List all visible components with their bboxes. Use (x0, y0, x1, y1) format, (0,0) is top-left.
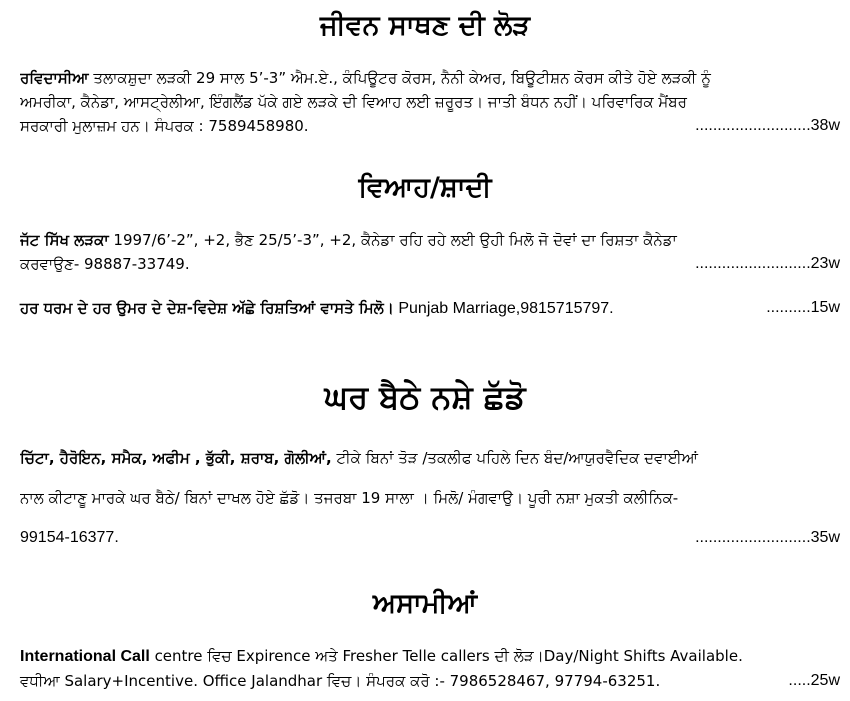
ad-lead: ਹਰ ਧਰਮ ਦੇ ਹਰ ਉਮਰ ਦੇ ਦੇਸ਼-ਵਿਦੇਸ਼ ਅੱਛੇ ਰਿਸ਼ਤਿਆਂ ਵਾਸਤੇ ਮਿਲੋ। (20, 299, 394, 317)
ad-code: .....25w (788, 672, 840, 689)
ad-call-centre (20, 644, 840, 693)
ad-text: ਵਧੀਆ Salary+Incentive. Office Jalandhar ਵਿਚ। ਸੰਪਰਕ ਕਰੋ :- 7986528467, 97794-63251. (20, 672, 661, 690)
ad-text: centre ਵਿਚ Expirence ਅਤੇ Fresher Telle callers ਦੀ ਲੋੜ।Day/Night Shifts Available. (149, 647, 743, 665)
section-title-life-partner: ਜੀਵਨ ਸਾਥਣ ਦੀ ਲੋੜ (319, 10, 531, 41)
ad-deaddiction (20, 438, 840, 558)
ad-text: ਕਰਵਾਉਣ- 98887-33749. (20, 255, 190, 273)
ad-jatt-sikh (20, 228, 840, 276)
ad-lead: International Call (20, 648, 150, 665)
ad-code: ..........15w (766, 299, 840, 316)
section-title-marriage: ਵਿਆਹ/ਸ਼ਾਦੀ (358, 172, 492, 203)
ad-ravidasia (20, 66, 840, 138)
ad-code: ..........................35w (695, 529, 840, 546)
ad-text: ਤਲਾਕਸ਼ੁਦਾ ਲੜਕੀ 29 ਸਾਲ 5’-3” ਐਮ.ਏ., ਕੰਪਿਊਟਰ ਕੋਰਸ, ਨੈਨੀ ਕੇਅਰ, ਬਿਊਟੀਸ਼ਨ ਕੋਰਸ ਕੀਤੇ ਹੋਏ ਲੜਕੀ ਨੂੰ (88, 69, 711, 87)
ad-lead: ਜੱਟ ਸਿੱਖ ਲੜਕਾ (20, 231, 109, 249)
ad-code: ..........................38w (695, 117, 840, 134)
ad-code: ..........................23w (695, 255, 840, 272)
ad-text: ਟੀਕੇ ਬਿਨਾਂ ਤੋੜ /ਤਕਲੀਫ ਪਹਿਲੇ ਦਿਨ ਬੰਦ/ਆਯੁਰਵੈਦਿਕ ਦਵਾਈਆਂ (331, 449, 699, 467)
section-title-vacancies: ਅਸਾਮੀਆਂ (372, 588, 478, 619)
ad-text: ਨਾਲ ਕੀਟਾਣੂ ਮਾਰਕੇ ਘਰ ਬੈਠੇ/ ਬਿਨਾਂ ਦਾਖਲ ਹੋਏ ਛੱਡੋ। ਤਜਰਬਾ 19 ਸਾਲਾ । ਮਿਲੋ/ ਮੰਗਵਾਉ। ਪੂਰੀ ਨਸ਼ਾ ਮੁਕਤੀ ਕਲੀਨਿਕ- (20, 489, 679, 507)
ad-punjab-marriage (20, 296, 840, 321)
ad-phone: 99154-16377. (20, 529, 119, 546)
ad-text: ਸਰਕਾਰੀ ਮੁਲਾਜ਼ਮ ਹਨ। ਸੰਪਰਕ : 7589458980. (20, 117, 309, 135)
section-title-quit-addiction: ਘਰ ਬੈਠੇ ਨਸ਼ੇ ਛੱਡੋ (324, 378, 526, 416)
ad-lead: ਰਵਿਦਾਸੀਆ (20, 69, 89, 87)
ad-lead: ਚਿੱਟਾ, ਹੈਰੋਇਨ, ਸਮੈਕ, ਅਫੀਮ , ਭੁੱਕੀ, ਸ਼ਰਾਬ, ਗੋਲੀਆਂ, (20, 449, 332, 467)
ad-text: Punjab Marriage,9815715797. (393, 300, 614, 317)
ad-text: 1997/6’-2”, +2, ਭੈਣ 25/5’-3”, +2, ਕੈਨੇਡਾ ਰਹਿ ਰਹੇ ਲਈ ਉਹੀ ਮਿਲੋ ਜੋ ਦੋਵਾਂ ਦਾ ਰਿਸ਼ਤਾ ਕੈਨੇਡਾ (108, 231, 677, 249)
ad-text: ਅਮਰੀਕਾ, ਕੈਨੇਡਾ, ਆਸਟ੍ਰੇਲੀਆ, ਇੰਗਲੈਂਡ ਪੱਕੇ ਗਏ ਲੜਕੇ ਦੀ ਵਿਆਹ ਲਈ ਜ਼ਰੂਰਤ। ਜਾਤੀ ਬੰਧਨ ਨਹੀਂ। ਪਰਿਵਾਰਿਕ ਮੈਂਬਰ (20, 93, 687, 111)
